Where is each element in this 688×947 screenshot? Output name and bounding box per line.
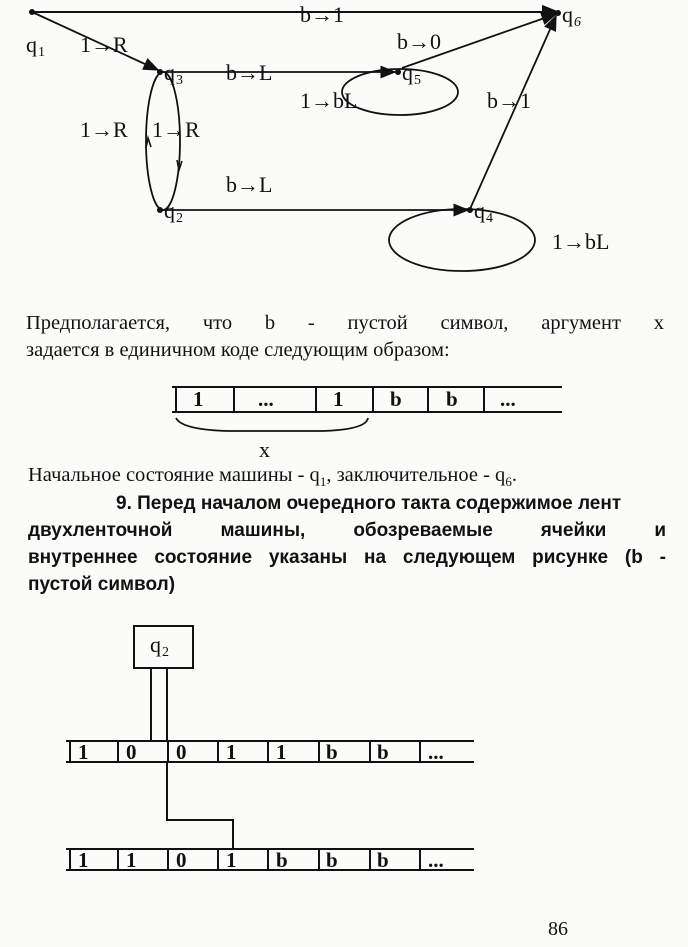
label-q1-q6: b→1 <box>300 2 344 27</box>
initial-state-line: Начальное состояние машины - $q_1$, заключительное - $q_6$. <box>28 464 517 490</box>
svg-text:4: 4 <box>486 211 493 226</box>
state-q3 <box>157 60 183 88</box>
svg-text:q: q <box>474 198 485 223</box>
item-9-paragraph <box>28 490 666 598</box>
label-q3-q5: b→L <box>226 60 273 85</box>
tape1-cell: b <box>390 387 402 411</box>
tape1-cell: 1 <box>333 387 344 411</box>
svg-text:2: 2 <box>162 645 169 660</box>
tape-bottom-cell: 1 <box>126 848 137 872</box>
tape-bottom-cell: b <box>276 848 288 872</box>
svg-text:q: q <box>402 60 413 85</box>
state-q5 <box>395 60 421 88</box>
head-connector <box>167 762 233 849</box>
svg-text:q: q <box>164 198 175 223</box>
item-9-line-4: пустой символ) <box>28 574 176 595</box>
tape1-cell: 1 <box>193 387 204 411</box>
tape-top-cell: 1 <box>78 740 89 764</box>
label-q1-q3: 1→R <box>80 32 128 57</box>
intro-line-2: задается в единичном коде следующим образом: <box>26 339 450 361</box>
svg-text:6: 6 <box>574 15 581 30</box>
tape-top-cell: ... <box>428 740 444 764</box>
svg-text:q: q <box>150 632 161 657</box>
tape-top-cell: 1 <box>276 740 287 764</box>
state-q2 <box>157 198 183 226</box>
state-diagram <box>26 2 609 271</box>
page-number: 86 <box>548 918 568 940</box>
state-q4 <box>467 198 493 226</box>
label-q5-q6: b→0 <box>397 29 441 54</box>
tape-top-cell: 0 <box>126 740 137 764</box>
svg-text:3: 3 <box>176 73 183 88</box>
tape-argument <box>172 387 562 462</box>
svg-text:q: q <box>562 2 573 27</box>
tape-top-cell: b <box>326 740 338 764</box>
tape-bottom-cell: 0 <box>176 848 187 872</box>
svg-text:5: 5 <box>414 73 421 88</box>
item-9-line-3: внутреннее состояние указаны на следующем рисунке (b - <box>28 547 666 568</box>
tape1-cell: ... <box>258 387 274 411</box>
label-q3-q2: 1→R <box>80 117 128 142</box>
tape-top-cell: 0 <box>176 740 187 764</box>
loop-q4 <box>389 209 535 271</box>
loop-q5 <box>342 69 458 115</box>
tape-top-cell: 1 <box>226 740 237 764</box>
tape-bottom-cell: ... <box>428 848 444 872</box>
brace-label: x <box>259 437 270 462</box>
state-q6 <box>555 2 581 30</box>
two-tape-figure <box>66 626 474 872</box>
intro-paragraph <box>26 310 664 364</box>
tape1-cell: b <box>446 387 458 411</box>
item-9-line-2: двухленточной машины, обозреваемые ячейки и <box>28 520 666 541</box>
argument-brace <box>176 418 368 431</box>
tape-bottom-cell: b <box>326 848 338 872</box>
svg-text:q: q <box>164 60 175 85</box>
svg-text:1: 1 <box>38 45 45 60</box>
svg-text:q: q <box>26 32 37 57</box>
label-q5-loop: 1→bL <box>300 88 358 113</box>
tape-bottom-cell: 1 <box>78 848 89 872</box>
label-q2-q3: 1→R <box>152 117 200 142</box>
svg-text:2: 2 <box>176 211 183 226</box>
label-q4-q6: b→1 <box>487 88 531 113</box>
label-q4-loop: 1→bL <box>552 229 610 254</box>
tape-bottom-cell: 1 <box>226 848 237 872</box>
item-9-line-1: 9. Перед началом очередного такта содержимое лент <box>116 493 622 514</box>
tape-bottom-cell: b <box>377 848 389 872</box>
tape-top-cell: b <box>377 740 389 764</box>
label-q2-q4: b→L <box>226 172 273 197</box>
intro-line-1: Предполагается, что b - пустой символ, аргумент x <box>26 312 664 334</box>
tape1-cell: ... <box>500 387 516 411</box>
